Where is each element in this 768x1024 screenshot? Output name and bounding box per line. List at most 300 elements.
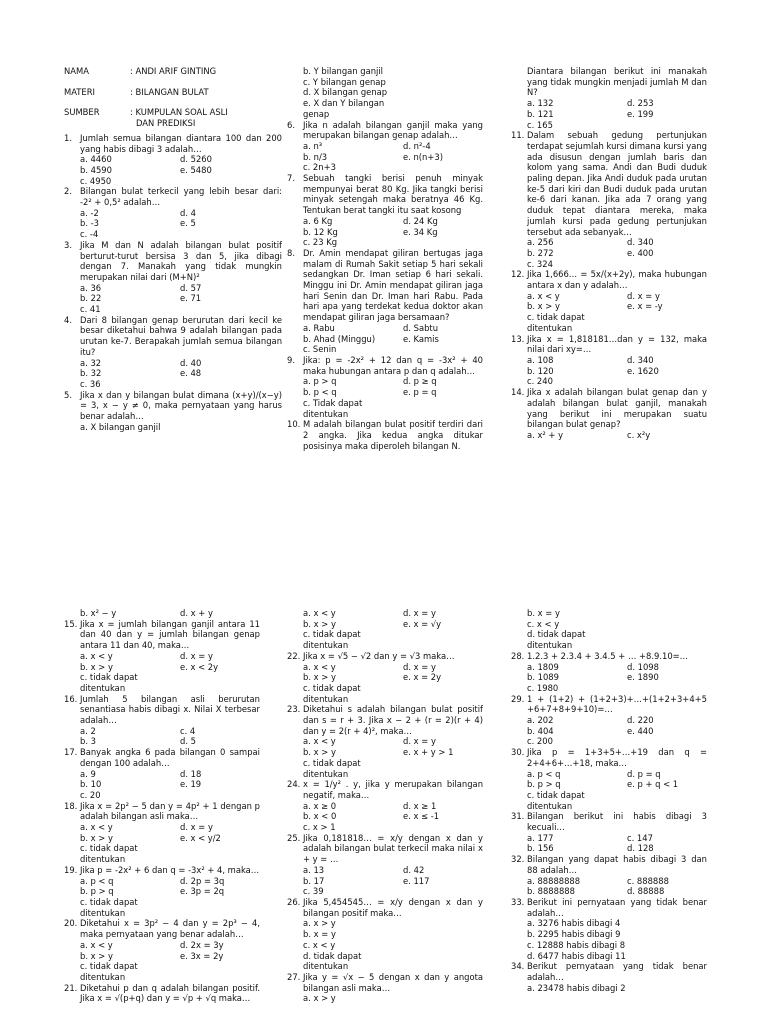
answer-option: e. 199: [627, 108, 654, 119]
question: [64, 240, 282, 283]
answer-option-row: [511, 109, 707, 120]
answer-option: e. 34 Kg: [403, 226, 438, 237]
top-column-1: [64, 133, 282, 433]
answer-option: e. x = -y: [627, 301, 663, 312]
answer-option-row: [64, 886, 260, 897]
answer-option: a. p < q: [80, 875, 114, 886]
nama-label: NAMA: [64, 66, 89, 76]
question-number: 14.: [511, 387, 525, 398]
answer-option: d. 5260: [180, 154, 212, 165]
answer-option: c. 41: [80, 304, 101, 315]
question: [287, 833, 483, 865]
answer-option-row: [287, 608, 483, 619]
answer-option-row: [287, 993, 483, 1004]
question-text: Dari 8 bilangan genap berurutan dari kecil ke besar diketahui bahwa 9 adalah bilangan pada urutan ke-7. Berapakah jumlah semua bilangan itu?: [80, 314, 282, 357]
answer-option-row: [287, 747, 483, 758]
answer-option-row: [511, 929, 707, 940]
answer-option: b. x > y: [303, 672, 336, 683]
answer-option-row: [511, 662, 707, 673]
answer-option: c. 2n+3: [303, 162, 336, 173]
answer-option: b. 272: [527, 247, 554, 258]
answer-option: e. 440: [627, 725, 654, 736]
question-number: 6.: [287, 119, 295, 130]
question: [511, 694, 707, 715]
answer-option-row: [511, 736, 707, 747]
answer-option: c. -4: [80, 229, 99, 240]
answer-option-row: [64, 208, 282, 219]
question-number: 24.: [287, 779, 301, 790]
answer-option: d. X bilangan genap: [303, 87, 388, 98]
answer-option-row: [511, 918, 707, 929]
answer-option-row: [287, 77, 483, 88]
answer-option: a. x² + y: [527, 429, 564, 440]
answer-option: e. x ≤ -1: [403, 811, 440, 822]
answer-option: a. 132: [527, 98, 554, 109]
question-text: Jika x = 1,818181…dan y = 132, maka nilai dari xy=…: [527, 333, 707, 355]
question: [511, 269, 707, 290]
answer-option-row: [511, 237, 707, 248]
question: [287, 651, 483, 662]
answer-option: d. 5: [180, 736, 196, 747]
answer-option-row: [64, 897, 260, 918]
answer-option: e. x + y > 1: [403, 747, 454, 758]
question-number: [511, 66, 527, 98]
answer-option: d. n²-4: [403, 140, 431, 151]
question: [287, 972, 483, 993]
answer-option-row: [287, 801, 483, 812]
answer-option: c. tidak dapat ditentukan: [303, 629, 361, 651]
answer-option: a. 36: [80, 282, 102, 293]
answer-option-row: [64, 358, 282, 369]
question: [511, 854, 707, 875]
answer-option: b. 4590: [80, 164, 112, 175]
answer-option: b. x > y: [80, 950, 113, 961]
answer-option: d. 24 Kg: [403, 215, 438, 226]
answer-option: c. 165: [527, 119, 553, 130]
answer-option-row: [287, 98, 483, 119]
bottom-column-1: [64, 608, 260, 1004]
answer-option-row: [287, 398, 483, 419]
question-text: Jika: p = -2x² + 12 dan q = -3x² + 40 maka hubungan antara p dan q adalah…: [303, 354, 483, 376]
answer-option-row: [511, 608, 707, 619]
answer-option: d. x = y: [180, 822, 213, 833]
answer-option-row: [64, 283, 282, 294]
question-number: 12.: [511, 269, 525, 280]
answer-option: a. 256: [527, 237, 554, 248]
answer-option: d. 1098: [627, 661, 659, 672]
question: [511, 747, 707, 768]
answer-option: d. 18: [180, 768, 202, 779]
answer-option: a. 2: [80, 725, 96, 736]
question: [287, 173, 483, 216]
question: [287, 120, 483, 141]
question-text: Jika x = 2p² − 5 dan y = 4p² + 1 dengan p adalah bilangan asli maka…: [80, 800, 260, 822]
answer-option: a. p < q: [527, 768, 561, 779]
answer-option: d. tidak dapat ditentukan: [527, 629, 586, 651]
question-number: 2.: [64, 186, 72, 197]
answer-option: a. x < y: [80, 822, 113, 833]
question: [287, 248, 483, 323]
answer-option: a. 202: [527, 715, 554, 726]
answer-option-row: [64, 651, 260, 662]
answer-option: d. p = q: [627, 768, 661, 779]
answer-option-row: [287, 152, 483, 163]
question-number: 30.: [511, 747, 525, 758]
answer-option: e. x < y/2: [180, 832, 221, 843]
question-number: 10.: [287, 419, 301, 430]
answer-option-row: [64, 672, 260, 693]
header-block: [64, 66, 282, 433]
answer-option: b. 404: [527, 725, 554, 736]
answer-option-row: [511, 683, 707, 694]
answer-option-row: [287, 672, 483, 683]
question: [511, 897, 707, 918]
answer-option-row: [287, 736, 483, 747]
question-text: x = 1/y² . y, jika y merupakan bilangan negatif, maka…: [303, 779, 483, 800]
top-column-3: [511, 66, 707, 441]
answer-option: b. 8888888: [527, 886, 575, 897]
answer-option: a. 177: [527, 832, 554, 843]
answer-option: a. x < y: [527, 290, 560, 301]
question-number: 19.: [64, 864, 78, 875]
answer-option: a. Rabu: [303, 322, 335, 333]
answer-option-row: [64, 165, 282, 176]
answer-option: e. x = √y: [403, 618, 442, 629]
answer-option: d. 128: [627, 843, 654, 854]
answer-option: a. 108: [527, 354, 554, 365]
answer-option: a. -2: [80, 207, 99, 218]
answer-option-row: [511, 619, 707, 630]
question-number: 15.: [64, 618, 78, 629]
question-text: M adalah bilangan bulat positif terdiri dari 2 angka. Jika kedua angka ditukar posisinya maka diperoleh bilangan N.: [303, 419, 483, 451]
answer-option: a. 1809: [527, 661, 559, 672]
answer-option: e. X dan Y bilangan genap: [303, 98, 385, 119]
question: [511, 961, 707, 982]
question-number: 13.: [511, 333, 525, 344]
answer-option-row: [64, 843, 260, 864]
answer-option-row: [64, 218, 282, 229]
answer-option-row: [287, 227, 483, 238]
question-number: 4.: [64, 314, 72, 325]
answer-option-row: [287, 619, 483, 630]
answer-option: c. tidak dapat ditentukan: [80, 961, 138, 982]
answer-option-row: [287, 387, 483, 398]
answer-option-row: [511, 726, 707, 737]
answer-option: e. x = 2y: [403, 672, 442, 683]
question-number: 16.: [64, 693, 78, 704]
answer-option-row: [64, 379, 282, 390]
question-text: Jika M dan N adalah bilangan bulat positif berturut-turut bersisa 3 dan 5, jika dibagi dengan 7. Manakah yang tidak mungkin merupakan nilai dari (M+N)²: [80, 239, 282, 282]
top-column-2: [287, 66, 483, 451]
answer-option-row: [511, 376, 707, 387]
answer-option: c. 4: [180, 725, 196, 736]
answer-option-row: [64, 769, 260, 780]
answer-option: a. 13: [303, 864, 325, 875]
question-text: Diantara bilangan berikut ini manakah yang tidak mungkin menjadi jumlah M dan N?: [527, 66, 707, 98]
question-number: 18.: [64, 800, 78, 811]
answer-option: c. 240: [527, 376, 553, 387]
answer-option-row: [511, 951, 707, 962]
question-text: 1 + (1+2) + (1+2+3)+…+(1+2+3+4+5 +6+7+8+9+10)=…: [527, 693, 707, 715]
answer-option-row: [287, 334, 483, 345]
question: [64, 918, 260, 939]
answer-option-row: [287, 758, 483, 779]
answer-option: d. 40: [180, 357, 202, 368]
answer-option: b. 1089: [527, 672, 559, 683]
question-number: 31.: [511, 811, 525, 822]
answer-option-row: [511, 366, 707, 377]
answer-option-row: [511, 886, 707, 897]
answer-option: a. x > y: [303, 918, 336, 929]
answer-option-row: [64, 951, 260, 962]
answer-option-row: [511, 248, 707, 259]
answer-option: e. 1620: [627, 365, 659, 376]
answer-option: c. tidak dapat ditentukan: [303, 682, 361, 704]
answer-option: b. x > y: [527, 301, 560, 312]
question-number: 34.: [511, 961, 525, 972]
answer-option: c. Y bilangan genap: [303, 76, 386, 87]
question-text: Diketahui p dan q adalah bilangan positif. Jika x = √(p+q) dan y = √p + √q maka…: [80, 982, 260, 1004]
answer-option-row: [287, 87, 483, 98]
answer-option: b. 10: [80, 779, 102, 790]
answer-option-row: [64, 779, 260, 790]
answer-option: d. p ≥ q: [403, 376, 437, 387]
answer-option: c. tidak dapat ditentukan: [80, 672, 138, 693]
answer-option: b. p > q: [80, 886, 114, 897]
question-number: 3.: [64, 239, 72, 250]
answer-option: c. 39: [303, 886, 324, 897]
answer-option: e. 3x = 2y: [180, 950, 224, 961]
answer-option-row: [287, 344, 483, 355]
answer-option-row: [511, 983, 707, 994]
answer-option-row: [64, 293, 282, 304]
answer-option: c. Senin: [303, 344, 337, 355]
question-text: Jumlah semua bilangan diantara 100 dan 200 yang habis dibagi 3 adalah…: [80, 132, 282, 154]
question: [287, 779, 483, 800]
answer-option: b. x < 0: [303, 811, 337, 822]
answer-option: c. tidak dapat ditentukan: [303, 757, 361, 779]
answer-option-row: [287, 376, 483, 387]
question-text: Jika 5,454545… = x/y dengan x dan y bilangan positif maka…: [303, 896, 483, 918]
answer-option: b. x² − y: [80, 608, 117, 618]
answer-option: d. x = y: [180, 650, 213, 661]
answer-option-row: [64, 608, 260, 619]
answer-option-row: [511, 779, 707, 790]
answer-option: d. 340: [627, 354, 654, 365]
question-number: 27.: [287, 971, 301, 982]
question-text: Berikut ini pernyataan yang tidak benar adalah…: [527, 896, 707, 918]
question: [511, 651, 707, 662]
question: [287, 419, 483, 451]
question-text: Banyak angka 6 pada bilangan 0 sampai dengan 100 adalah…: [80, 747, 260, 768]
answer-option-row: [287, 141, 483, 152]
sumber-label: SUMBER: [64, 107, 100, 118]
answer-option-row: [287, 918, 483, 929]
answer-option: d. 253: [627, 98, 654, 109]
nama-value: : ANDI ARIF GINTING: [130, 66, 217, 76]
question: [64, 865, 260, 876]
question: [511, 387, 707, 430]
question-number: 1.: [64, 132, 72, 143]
question-text: Jika x = √5 − √2 dan y = √3 maka…: [303, 650, 455, 661]
question-number: 25.: [287, 832, 301, 843]
answer-option-row: [64, 176, 282, 187]
answer-option: a. 3276 habis dibagi 4: [527, 918, 621, 929]
answer-option-row: [511, 120, 707, 131]
answer-option-row: [511, 301, 707, 312]
answer-option-row: [64, 940, 260, 951]
question: [64, 619, 260, 651]
answer-option: b. 3: [80, 736, 96, 747]
answer-option-row: [287, 940, 483, 951]
answer-option: b. x = y: [527, 608, 560, 618]
materi-label: MATERI: [64, 86, 96, 97]
answer-option: a. n³: [303, 140, 323, 151]
answer-option-row: [287, 216, 483, 227]
materi-value: : BILANGAN BULAT: [130, 86, 209, 97]
answer-option: c. x < y: [303, 939, 336, 950]
question-text: Diketahui x = 3p² − 4 dan y = 2p³ − 4, maka pernyataan yang benar adalah…: [80, 918, 260, 940]
question-text: Jika 0,181818… = x/y dengan x dan y adalah bilangan bulat terkecil maka nilai x + y = …: [303, 832, 483, 865]
answer-option: a. 88888888: [527, 875, 581, 886]
answer-option: e. 117: [403, 875, 430, 886]
answer-option-row: [64, 662, 260, 673]
question-text: Bilangan berikut ini habis dibagi 3 kecuali…: [527, 811, 707, 833]
answer-option-row: [287, 237, 483, 248]
answer-option: b. n/3: [303, 151, 328, 162]
answer-option: c. tidak dapat ditentukan: [527, 789, 585, 811]
answer-option-row: [64, 790, 260, 801]
answer-option: d. x + y: [180, 608, 213, 618]
answer-option: a. x > y: [303, 993, 336, 1004]
answer-option: d. 220: [627, 715, 654, 726]
answer-option: e. 48: [180, 368, 202, 379]
answer-option-row: [287, 811, 483, 822]
answer-option: e. n(n+3): [403, 151, 443, 162]
answer-option-row: [64, 229, 282, 240]
answer-option: c. x > 1: [303, 822, 336, 833]
answer-option-row: [511, 430, 707, 441]
answer-option: d. 6477 habis dibagi 11: [527, 950, 626, 961]
answer-option: b. x > y: [303, 747, 336, 758]
answer-option-row: [64, 961, 260, 982]
answer-option: c. 12888 habis dibagi 8: [527, 939, 626, 950]
question: [287, 704, 483, 736]
sumber-value: : KUMPULAN SOAL ASLI: [130, 107, 228, 118]
question: [64, 694, 260, 726]
answer-option: a. p > q: [303, 376, 337, 387]
question-text: Diketahui s adalah bilangan bulat positif dan s = r + 3. Jika x − 2 + (r = 2)(r + 4) dan y = 2(r + 4)², maka…: [303, 704, 483, 736]
answer-option-row: [511, 629, 707, 650]
answer-option-row: [511, 940, 707, 951]
answer-option: b. x > y: [303, 618, 336, 629]
answer-option: d. 340: [627, 237, 654, 248]
sumber-value-2: DAN PREDIKSI: [136, 118, 196, 129]
answer-option-row: [64, 154, 282, 165]
answer-option: a. 23478 habis dibagi 2: [527, 982, 626, 993]
answer-option-row: [287, 876, 483, 887]
answer-option-row: [511, 98, 707, 109]
answer-option-row: [64, 368, 282, 379]
answer-option: c. tidak dapat ditentukan: [80, 896, 138, 918]
question-number: 23.: [287, 704, 301, 715]
answer-option-row: [64, 736, 260, 747]
answer-option: b. 120: [527, 365, 554, 376]
answer-option-row: [287, 886, 483, 897]
question: [511, 66, 707, 98]
answer-option: e. 3p = 2q: [180, 886, 225, 897]
answer-option: a. 32: [80, 357, 102, 368]
answer-option: b. 121: [527, 108, 554, 119]
answer-option-row: [287, 629, 483, 650]
question-text: Jika x adalah bilangan bulat genap dan y adalah bilangan bulat ganjil, manakah yang berikut ini merupakan suatu bilangan bulat genap?: [527, 387, 707, 430]
answer-option: a. x < y: [303, 736, 336, 747]
answer-option: c. tidak dapat ditentukan: [80, 843, 138, 865]
question: [64, 747, 260, 768]
answer-option: a. x < y: [303, 608, 336, 618]
question-text: 1.2.3 + 2.3.4 + 3.4.5 + … +8.9.10=…: [527, 650, 689, 661]
answer-option: c. Tidak dapat ditentukan: [303, 397, 363, 419]
answer-option: a. x ≥ 0: [303, 800, 337, 811]
answer-option-row: [511, 291, 707, 302]
answer-option: e. 71: [180, 293, 202, 304]
answer-option: e. p + q < 1: [627, 779, 679, 790]
answer-option: a. X bilangan ganjil: [80, 421, 161, 432]
answer-option: c. 1980: [527, 682, 559, 693]
answer-option-row: [511, 672, 707, 683]
question-number: 11.: [511, 130, 525, 141]
answer-option: e. 400: [627, 247, 654, 258]
question-text: Dr. Amin mendapat giliran bertugas jaga malam di Rumah Sakit setiap 5 hari sekali sedangkan Dr. Iman setiap 6 hari sekali. Minggu ini Dr. Amin mendapat giliran jaga hari Senin dan Dr. Iman hari Rabu. Pada hari apa yang terdekat kedua doktor akan mendapat giliran jaga bersamaan?: [303, 247, 483, 323]
answer-option: b. 17: [303, 875, 325, 886]
answer-option-row: [287, 822, 483, 833]
question-text: Dalam sebuah gedung pertunjukan terdapat sejumlah kursi dimana kursi yang ada disusun dengan jumlah baris dan kolom yang sama. Andi dan Budi duduk paling depan. Jika Andi duduk pada urutan ke-5 dari kiri dan Budi duduk pada urutan ke-6 dari kanan. Jika ada 7 orang yang duduk tepat diantara mereka, maka jumlah kursi pada gedung pertunjukan tersebut ada sebanyak…: [527, 130, 707, 237]
answer-option: c. x²y: [627, 429, 651, 440]
answer-option: a. 6 Kg: [303, 215, 333, 226]
answer-option: e. Kamis: [403, 333, 439, 344]
answer-option: e. 5: [180, 218, 196, 229]
answer-option: b. 12 Kg: [303, 226, 338, 237]
answer-option: d. tidak dapat ditentukan: [303, 950, 362, 972]
question-text: Jika p = 1+3+5+…+19 dan q = 2+4+6+…+18, maka…: [527, 747, 707, 768]
answer-option: d. 2x = 3y: [180, 939, 224, 950]
answer-option: c. x < y: [527, 618, 560, 629]
answer-option: b. 32: [80, 368, 102, 379]
question-text: Sebuah tangki berisi penuh minyak mempunyai berat 80 Kg. Jika tangki berisi minyak setengah maka beratnya 46 Kg. Tentukan berat tangki itu saat kosong: [303, 173, 483, 216]
question-text: Berikut pernyataan yang tidak benar adalah…: [527, 961, 707, 982]
question-text: Jika p = -2x² + 6 dan q = -3x² + 4, maka…: [80, 864, 260, 875]
question-number: 28.: [511, 650, 525, 661]
answer-option-row: [64, 876, 260, 887]
question-text: Jika y = √x − 5 dengan x dan y angota bilangan asli maka…: [303, 971, 483, 993]
answer-option: d. x = y: [403, 736, 436, 747]
question: [287, 897, 483, 918]
question: [511, 334, 707, 355]
answer-option-row: [511, 833, 707, 844]
question: [64, 186, 282, 207]
answer-option-row: [511, 790, 707, 811]
question: [64, 983, 260, 1004]
answer-option: a. x < y: [80, 939, 113, 950]
answer-option-row: [511, 715, 707, 726]
answer-option-row: [511, 312, 707, 333]
answer-option: c. 147: [627, 832, 653, 843]
answer-option: d. x = y: [403, 608, 436, 618]
answer-option: c. 888888: [627, 875, 669, 886]
bottom-column-3: [511, 608, 707, 993]
answer-option: d. 4: [180, 207, 196, 218]
answer-option-row: [511, 843, 707, 854]
